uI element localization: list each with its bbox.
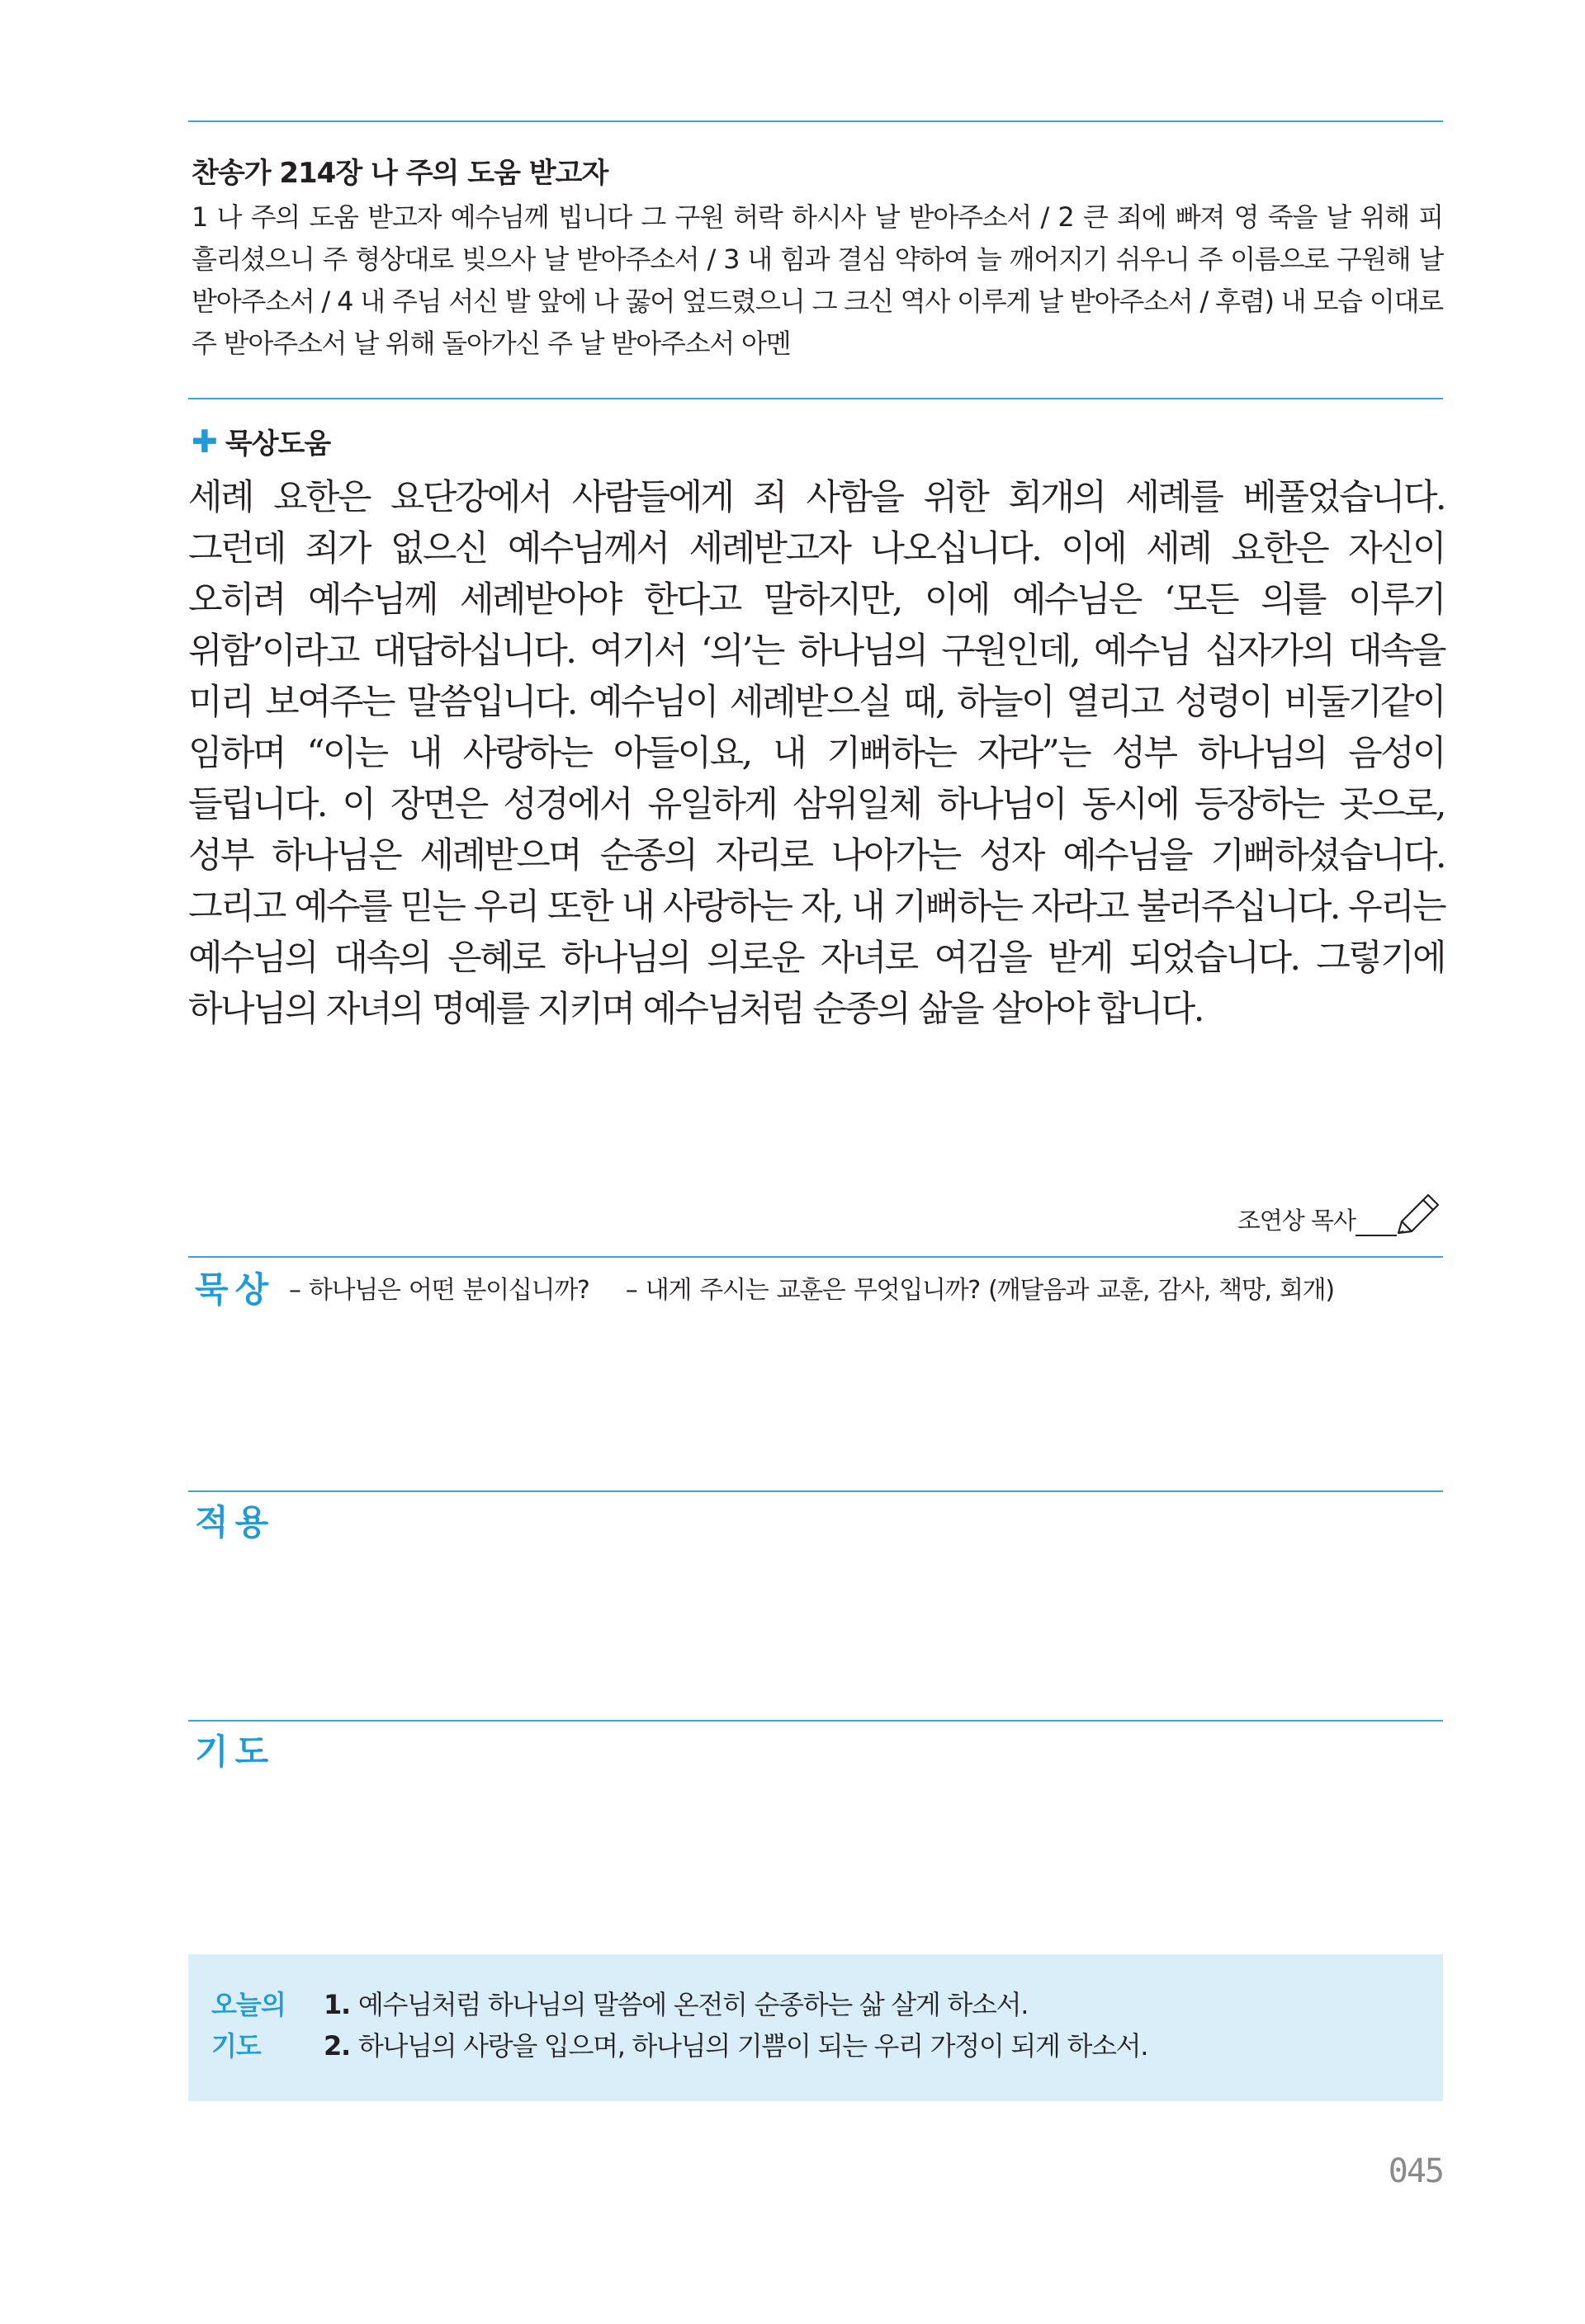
prayer-divider <box>188 1720 1443 1722</box>
todays-prayer-label-line2: 기도 <box>211 2030 261 2062</box>
prayer-item <box>324 2025 1147 2067</box>
apply-label: 적용 <box>195 1502 276 1542</box>
prayer-item-text: 하나님의 사랑을 입으며, 하나님의 기쁨이 되는 우리 가정이 되게 하소서. <box>357 2030 1148 2062</box>
plus-icon: ✚ <box>192 423 217 460</box>
question-2: – 내게 주시는 교훈은 무엇입니까? (깨달음과 교훈, 감사, 책망, 회개) <box>625 1276 1334 1305</box>
todays-prayer-list <box>324 1984 1147 2067</box>
pencil-icon <box>1392 1188 1443 1240</box>
author-signature <box>1237 1188 1443 1240</box>
meditation-body: 세례 요한은 요단강에서 사람들에게 죄 사함을 위한 회개의 세례를 베풀었습니다. 그런데 죄가 없으신 예수님께서 세례받고자 나오십니다. 이에 세례 요한은 자신이 오히려 예수님께 세례받아야 한다고 말하지만, 이에 예수님은 ‘모든 의를 이루기 위함’이라고 대답하십니다. 여기서 ‘의’는 하나님의 구원인데, 예수님 십자가의 대속을 미리 보여주는 말씀입니다. 예수님이 세례받으실 때, 하늘이 열리고 성령이 비둘기같이 임하며 “이는 내 사랑하는 아들이요, 내 기뻐하는 자라”는 성부 하나님의 음성이 들립니다. 이 장면은 성경에서 유일하게 삼위일체 하나님이 동시에 등장하는 곳으로, 성부 하나님은 세례받으며 순종의 자리로 나아가는 성자 예수님을 기뻐하셨습니다. 그리고 예수를 믿는 우리 또한 내 사랑하는 자, 내 기뻐하는 자라고 불러주십니다. 우리는 예수님의 대속의 은혜로 하나님의 의로운 자녀로 여김을 받게 되었습니다. 그렇기에 하나님의 자녀의 명예를 지키며 예수님처럼 순종의 삶을 살아야 합니다. <box>188 477 1445 1030</box>
page-number: 045 <box>1388 2152 1443 2190</box>
prayer-item-number: 2. <box>324 2030 350 2062</box>
meditate-questions <box>289 1269 1334 1306</box>
hymn-title: 찬송가 214장 나 주의 도움 받고자 <box>192 157 608 190</box>
reflection-divider <box>188 1256 1443 1258</box>
question-1: – 하나님은 어떤 분이십니까? <box>289 1276 589 1305</box>
signature-line <box>1356 1235 1397 1236</box>
todays-prayer-label <box>211 1984 286 2067</box>
prayer-item-text: 예수님처럼 하나님의 말씀에 온전히 순종하는 삶 살게 하소서. <box>357 1989 1029 2020</box>
author-name: 조연상 목사 <box>1237 1207 1356 1235</box>
pray-label: 기도 <box>195 1731 276 1772</box>
pray-writing-area[interactable] <box>188 1779 1443 1936</box>
meditate-label: 묵상 <box>195 1269 276 1310</box>
apply-divider <box>188 1490 1443 1492</box>
meditate-writing-area[interactable] <box>188 1320 1443 1486</box>
todays-prayer-label-line1: 오늘의 <box>211 1989 286 2020</box>
meditation-heading <box>192 421 330 461</box>
prayer-item-number: 1. <box>324 1989 350 2020</box>
top-rule <box>188 120 1443 122</box>
meditation-heading-text: 묵상도움 <box>225 427 331 461</box>
hymn-lyrics: 1 나 주의 도움 받고자 예수님께 빕니다 그 구원 허락 하시사 날 받아주소서 / 2 큰 죄에 빠져 영 죽을 날 위해 피 흘리셨으니 주 형상대로 빚으사 날 받아주소서 / 3 내 힘과 결심 약하여 늘 깨어지기 쉬우니 주 이름으로 구원해 날 받아주소서 / 4 내 주님 서신 발 앞에 나 꿇어 엎드렸으니 그 크신 역사 이루게 날 받아주소서 / 후렴) 내 모습 이대로 주 받아주소서 날 위해 돌아가신 주 날 받아주소서 아멘 <box>192 201 1443 359</box>
todays-prayer-box <box>188 1954 1443 2101</box>
prayer-item <box>324 1984 1147 2025</box>
hymn-divider <box>188 398 1443 399</box>
apply-writing-area[interactable] <box>188 1552 1443 1717</box>
